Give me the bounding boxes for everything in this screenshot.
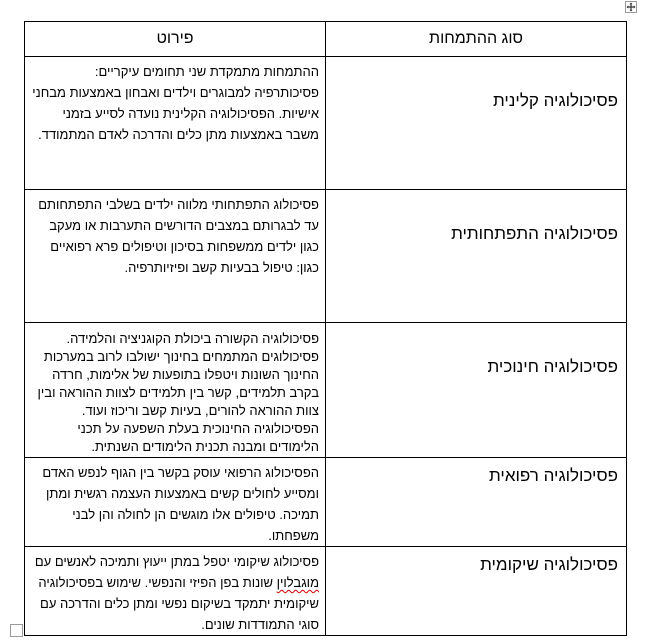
- table-resize-handle-icon[interactable]: [10, 624, 23, 637]
- specialization-details-cell[interactable]: ההתמחות מתמקדת שני תחומים עיקריים: פסיכותרפיה למבוגרים וילדים ואבחון באמצעות מבחני אישיות. הפסיכולוגיה הקלינית נועדה לסייע בזמני משבר באמצעות מתן כלים והדרכה לאדם המתמודד.: [25, 57, 326, 190]
- misspelled-word[interactable]: מוגבלוין: [276, 575, 319, 590]
- specialization-type-cell[interactable]: פסיכולוגיה התפתחותית: [326, 190, 627, 323]
- specializations-table: [24, 21, 627, 636]
- table-row: [25, 323, 627, 458]
- details-text-before: פסיכולוג שיקומי יטפל במתן ייעוץ ותמיכה לאנשים עם: [34, 554, 319, 569]
- table-row: [25, 57, 627, 190]
- header-specialization-type[interactable]: סוג ההתמחות: [326, 22, 627, 57]
- table-row: [25, 458, 627, 547]
- specialization-type-cell[interactable]: פסיכולוגיה רפואית: [326, 458, 627, 547]
- table-move-handle-icon[interactable]: [625, 1, 637, 13]
- specialization-type-cell[interactable]: פסיכולוגיה קלינית: [326, 57, 627, 190]
- header-details[interactable]: פירוט: [25, 22, 326, 57]
- specialization-details-cell[interactable]: הפסיכולוג הרפואי עוסק בקשר בין הגוף לנפש האדם ומסייע לחולים קשים באמצעות העצמה רגשית ומתן תמיכה. טיפולים אלו מוגשים הן לחולה והן לבני משפחתו.: [25, 458, 326, 547]
- table-header-row: [25, 22, 627, 57]
- details-text-after: שונות בפן הפיזי והנפשי. שימוש בפסיכולוגיה שיקומית יתמקד בשיקום נפשי ומתן כלים והדרכה עם סוגי התמודדות שונים.: [38, 575, 319, 632]
- specialization-details-cell[interactable]: פסיכולוגיה הקשורה ביכולת הקוגניציה והלמידה. פסיכולוגים המתמחים בחינוך ישולבו לרוב במערכות החינוך השונות ויטפלו בתופעות של אלימות, חרדה בקרב תלמידים, קשר בין תלמידים לצוות ההוראה ובין צוות ההוראה להורים, בעיות קשב וריכוז ועוד. הפסיכולוגיה החינוכית בעלת השפעה על תכני הלימודים ומבנה תכנית הלימודים השנתית.: [25, 323, 326, 458]
- specialization-type-cell[interactable]: פסיכולוגיה שיקומית: [326, 547, 627, 636]
- specialization-details-cell[interactable]: פסיכולוג התפתחותי מלווה ילדים בשלבי התפתחותם עד לבגרותם במצבים הדורשים התערבות או מעקב כגון ילדים ממשפחות בסיכון וטיפולים פרא רפואיים כגון: טיפול בבעיות קשב ופיזיותרפיה.: [25, 190, 326, 323]
- specialization-details-cell[interactable]: [25, 547, 326, 636]
- table-row: [25, 190, 627, 323]
- table-row: [25, 547, 627, 636]
- specialization-type-cell[interactable]: פסיכולוגיה חינוכית: [326, 323, 627, 458]
